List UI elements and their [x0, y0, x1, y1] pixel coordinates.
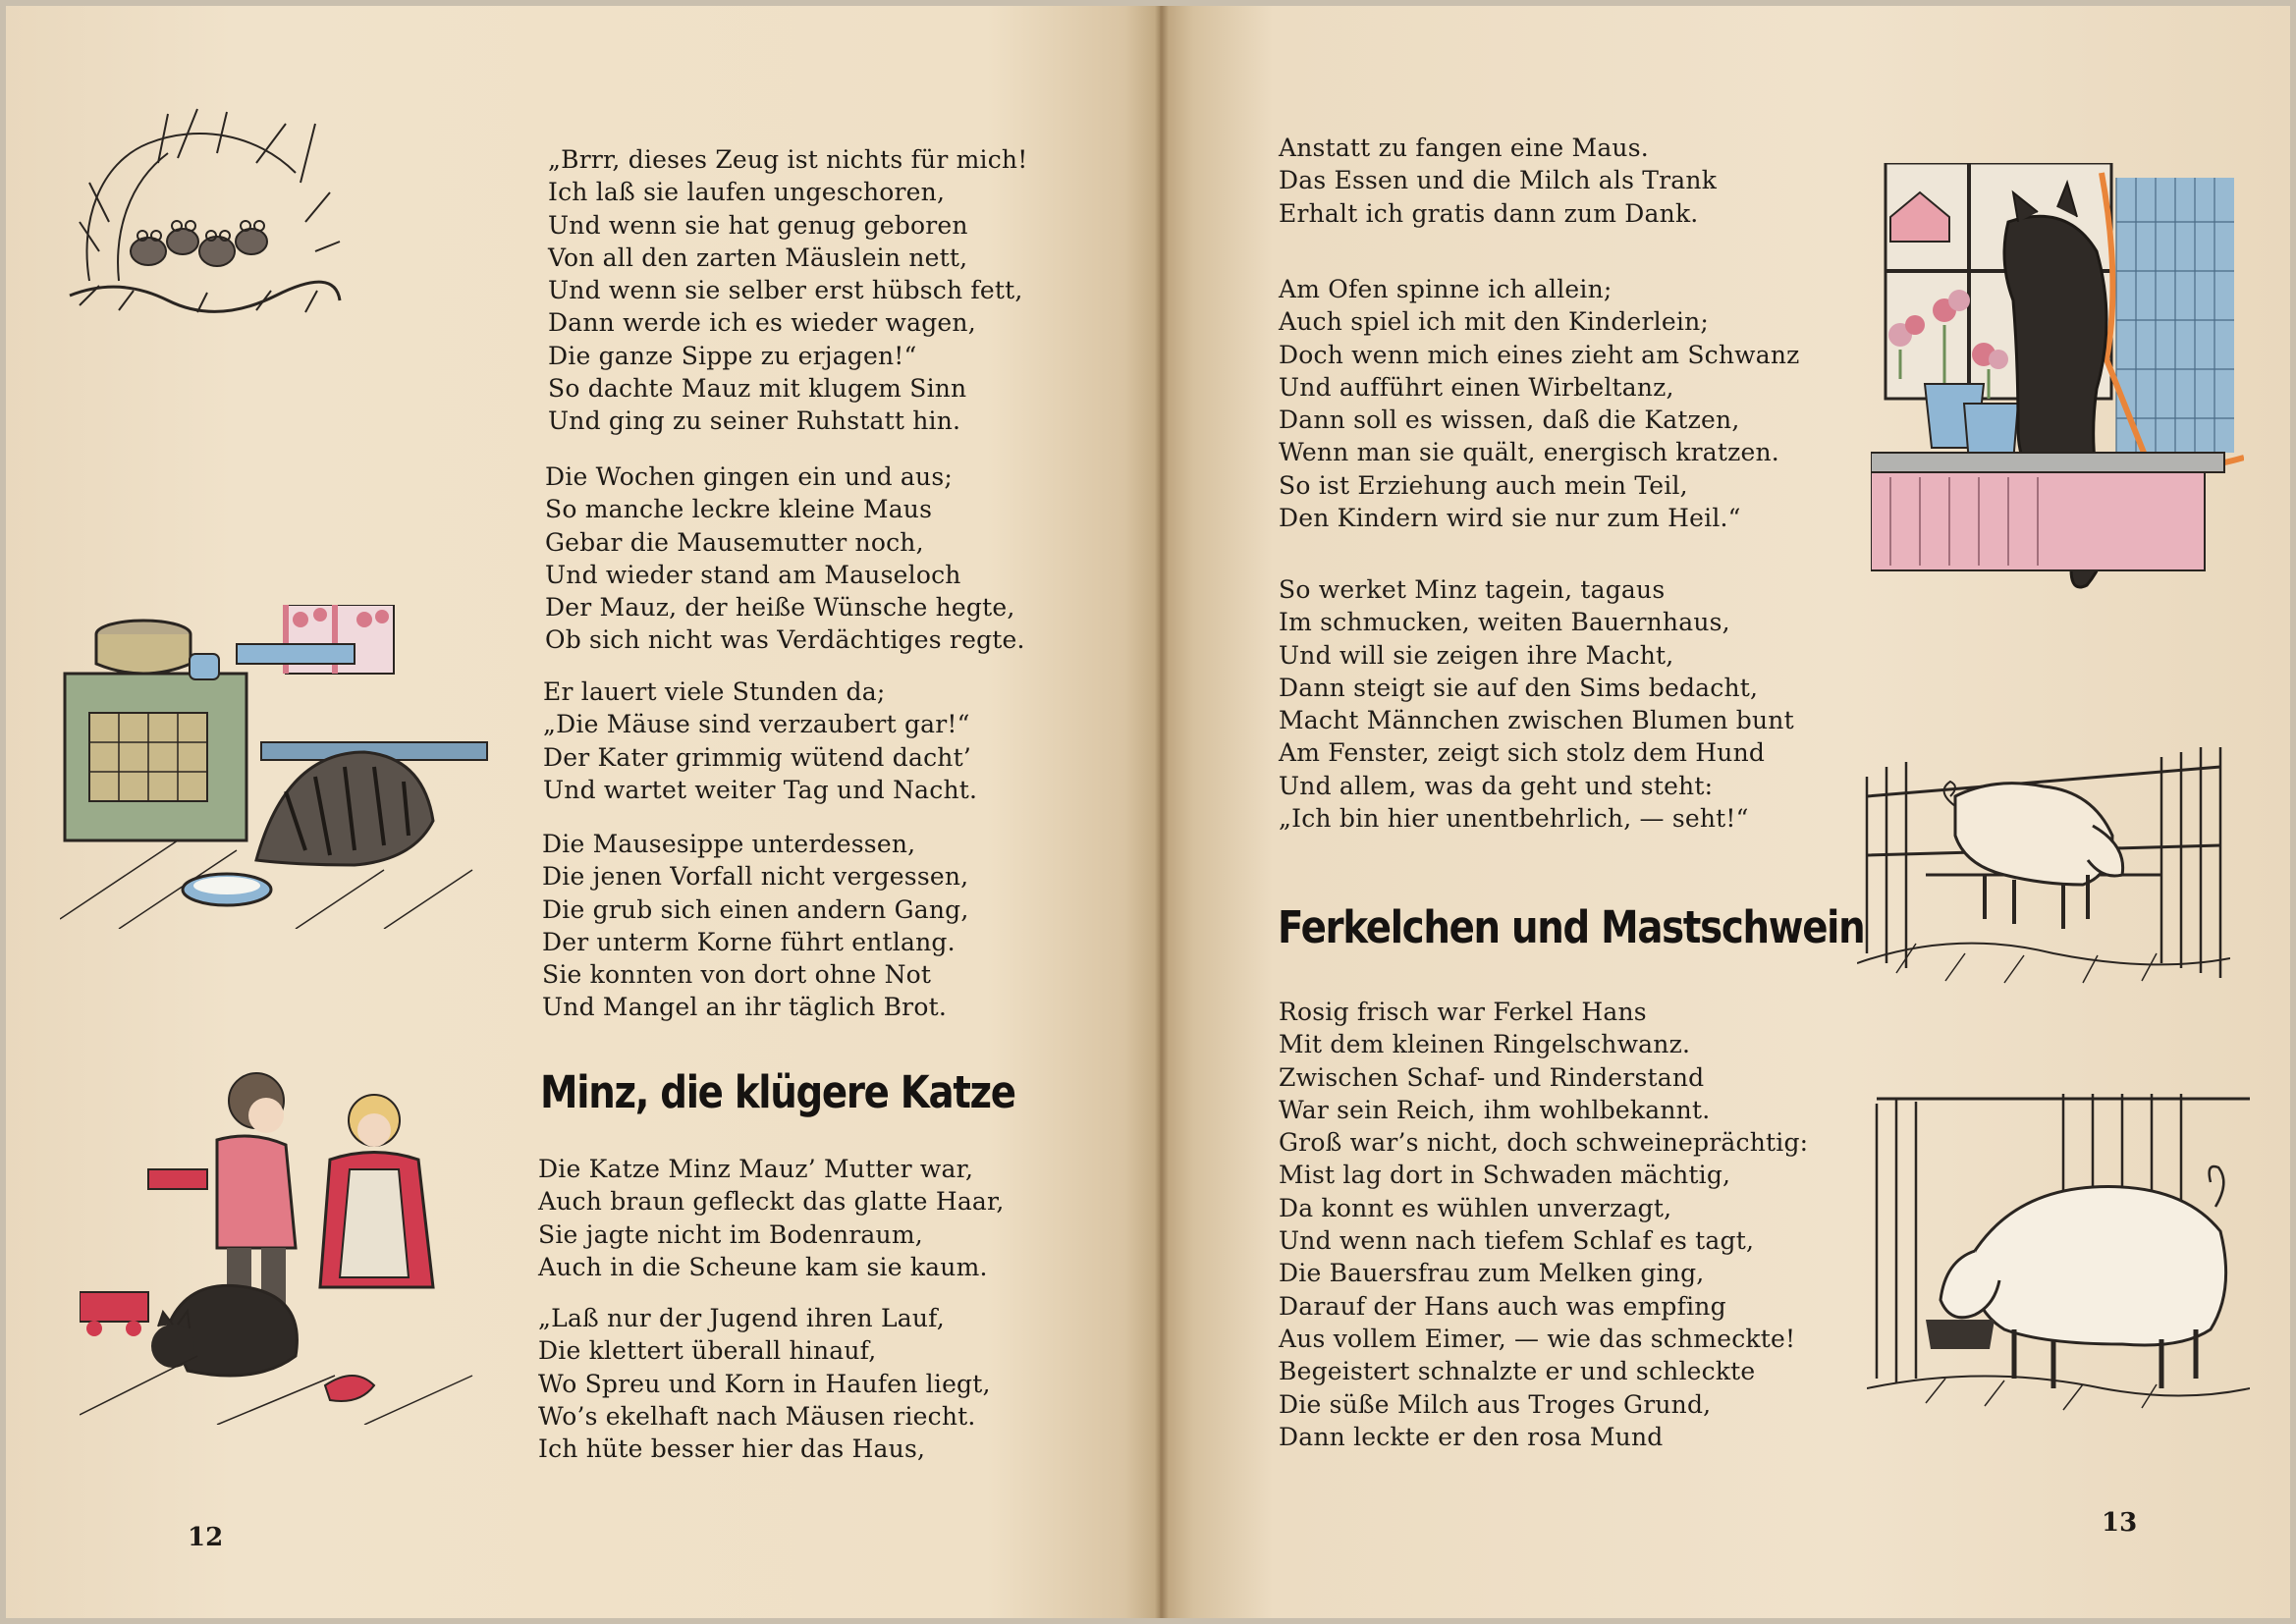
verse-line: Und wenn sie hat genug geboren — [548, 210, 968, 240]
verse-line: Der unterm Korne führt entlang. — [542, 927, 956, 956]
stanza-7 — [1279, 132, 1717, 230]
verse-line: Und will sie zeigen ihre Macht, — [1279, 640, 1674, 670]
verse-line: Die Katze Minz Mauz’ Mutter war, — [538, 1155, 974, 1183]
verse-line: Und aufführt einen Wirbeltanz, — [1279, 372, 1674, 402]
verse-line: Sie konnten von dort ohne Not — [542, 960, 932, 990]
verse-line: Zwischen Schaf- und Rinderstand — [1279, 1062, 1705, 1092]
verse-line: „Brrr, dieses Zeug ist nichts für mich! — [548, 145, 1028, 174]
verse-line: Und wartet weiter Tag und Nacht. — [543, 775, 978, 804]
stanza-1 — [548, 143, 1027, 438]
verse-line: Die Wochen gingen ein und aus; — [545, 462, 953, 491]
verse-line: Der Mauz, der heiße Wünsche hegte, — [545, 593, 1015, 623]
right-page — [1160, 6, 2290, 1618]
page-number: 13 — [2102, 1508, 2138, 1538]
verse-line: Dann steigt sie auf den Sims bedacht, — [1279, 673, 1759, 702]
verse-line: Wenn man sie quält, energisch kratzen. — [1279, 438, 1779, 467]
verse-line: Und wenn sie selber erst hübsch fett, — [548, 276, 1023, 305]
verse-line: Und allem, was da geht und steht: — [1279, 771, 1714, 800]
verse-line: Aus vollem Eimer, — wie das schmeckte! — [1279, 1324, 1796, 1353]
verse-line: Und Mangel an ihr täglich Brot. — [542, 993, 947, 1022]
verse-line: Am Fenster, zeigt sich stolz dem Hund — [1279, 738, 1766, 768]
stanza-5 — [538, 1153, 1005, 1283]
book-gutter — [1155, 6, 1169, 1618]
verse-line: Doch wenn mich eines zieht am Schwanz — [1279, 340, 1800, 369]
verse-line: Ich laß sie laufen ungeschoren, — [548, 178, 946, 207]
verse-line: Von all den zarten Mäuslein nett, — [548, 243, 968, 272]
piglet-in-pen-illustration — [1857, 737, 2230, 988]
verse-line: Die süße Milch aus Troges Grund, — [1279, 1389, 1712, 1419]
verse-line: Die klettert überall hinauf, — [538, 1336, 877, 1366]
verse-line: Anstatt zu fangen eine Maus. — [1279, 134, 1649, 162]
verse-line: „Ich bin hier unentbehrlich, — seht!“ — [1279, 804, 1749, 834]
cat-drinking-milk-illustration — [60, 605, 492, 929]
stanza-4 — [542, 828, 969, 1024]
verse-line: Die ganze Sippe zu erjagen!“ — [548, 341, 917, 370]
mice-in-grain-illustration — [60, 104, 345, 320]
verse-line: Dann leckte er den rosa Mund — [1279, 1422, 1664, 1451]
verse-line: Dann werde ich es wieder wagen, — [548, 308, 976, 338]
verse-line: So manche leckre kleine Maus — [545, 495, 933, 524]
verse-line: Im schmucken, weiten Bauernhaus, — [1279, 608, 1730, 637]
stanza-9 — [1279, 573, 1794, 835]
heading-minz: Minz, die klügere Katze — [540, 1066, 1015, 1118]
verse-line: Sie jagte nicht im Bodenraum, — [538, 1219, 923, 1249]
stanza-3 — [543, 676, 977, 806]
verse-line: So dachte Mauz mit klugem Sinn — [548, 374, 967, 404]
verse-line: So ist Erziehung auch mein Teil, — [1279, 470, 1688, 500]
verse-line: Mist lag dort in Schwaden mächtig, — [1279, 1161, 1731, 1190]
verse-line: Er lauert viele Stunden da; — [543, 677, 886, 706]
verse-line: Auch braun gefleckt das glatte Haar, — [538, 1187, 1005, 1217]
verse-line: Die Bauersfrau zum Melken ging, — [1279, 1259, 1705, 1288]
verse-line: War sein Reich, ihm wohlbekannt. — [1279, 1095, 1711, 1124]
verse-line: Wo Spreu und Korn in Haufen liegt, — [538, 1369, 991, 1398]
verse-line: Mit dem kleinen Ringelschwanz. — [1279, 1030, 1691, 1059]
page-number: 12 — [188, 1523, 224, 1552]
verse-line: Und wenn nach tiefem Schlaf es tagt, — [1279, 1226, 1755, 1256]
verse-line: Dann soll es wissen, daß die Katzen, — [1279, 406, 1740, 435]
verse-line: Auch in die Scheune kam sie kaum. — [538, 1252, 988, 1281]
stanza-2 — [545, 460, 1025, 657]
verse-line: Das Essen und die Milch als Trank — [1279, 166, 1718, 195]
verse-line: Erhalt ich gratis dann zum Dank. — [1279, 198, 1699, 228]
verse-line: Rosig frisch war Ferkel Hans — [1279, 998, 1647, 1026]
verse-line: Auch spiel ich mit den Kinderlein; — [1279, 307, 1709, 337]
verse-line: Und wieder stand am Mauseloch — [545, 560, 961, 589]
stanza-10 — [1279, 996, 1808, 1453]
verse-line: Ich hüte besser hier das Haus, — [538, 1435, 926, 1464]
verse-line: Darauf der Hans auch was empfing — [1279, 1291, 1726, 1321]
verse-line: Die grub sich einen andern Gang, — [542, 894, 969, 924]
verse-line: Da konnt es wühlen unverzagt, — [1279, 1193, 1672, 1222]
verse-line: So werket Minz tagein, tagaus — [1279, 575, 1666, 604]
verse-line: Am Ofen spinne ich allein; — [1279, 275, 1613, 303]
verse-line: Ob sich nicht was Verdächtiges regte. — [545, 625, 1025, 655]
heading-ferkelchen: Ferkelchen und Mastschwein — [1278, 901, 1865, 953]
book-spread — [6, 6, 2290, 1618]
verse-line: Gebar die Mausemutter noch, — [545, 527, 924, 557]
verse-line: Die jenen Vorfall nicht vergessen, — [542, 862, 969, 892]
verse-line: Begeistert schnalzte er und schleckte — [1279, 1357, 1756, 1386]
verse-line: Die Mausesippe unterdessen, — [542, 830, 916, 858]
verse-line: Und ging zu seiner Ruhstatt hin. — [548, 406, 961, 436]
verse-line: „Die Mäuse sind verzaubert gar!“ — [543, 710, 970, 739]
verse-line: Wo’s ekelhaft nach Mäusen riecht. — [538, 1401, 976, 1431]
pig-eating-illustration — [1867, 1094, 2250, 1418]
cat-at-window-illustration — [1871, 163, 2244, 605]
left-page — [6, 6, 1160, 1618]
stanza-6 — [538, 1302, 991, 1465]
verse-line: Macht Männchen zwischen Blumen bunt — [1279, 706, 1794, 735]
verse-line: Der Kater grimmig wütend dacht’ — [543, 742, 971, 772]
verse-line: Den Kindern wird sie nur zum Heil.“ — [1279, 504, 1741, 533]
verse-line: „Laß nur der Jugend ihren Lauf, — [538, 1304, 945, 1332]
stanza-8 — [1279, 273, 1800, 534]
verse-line: Groß war’s nicht, doch schweineprächtig: — [1279, 1128, 1809, 1158]
children-with-cat-illustration — [80, 1061, 482, 1425]
